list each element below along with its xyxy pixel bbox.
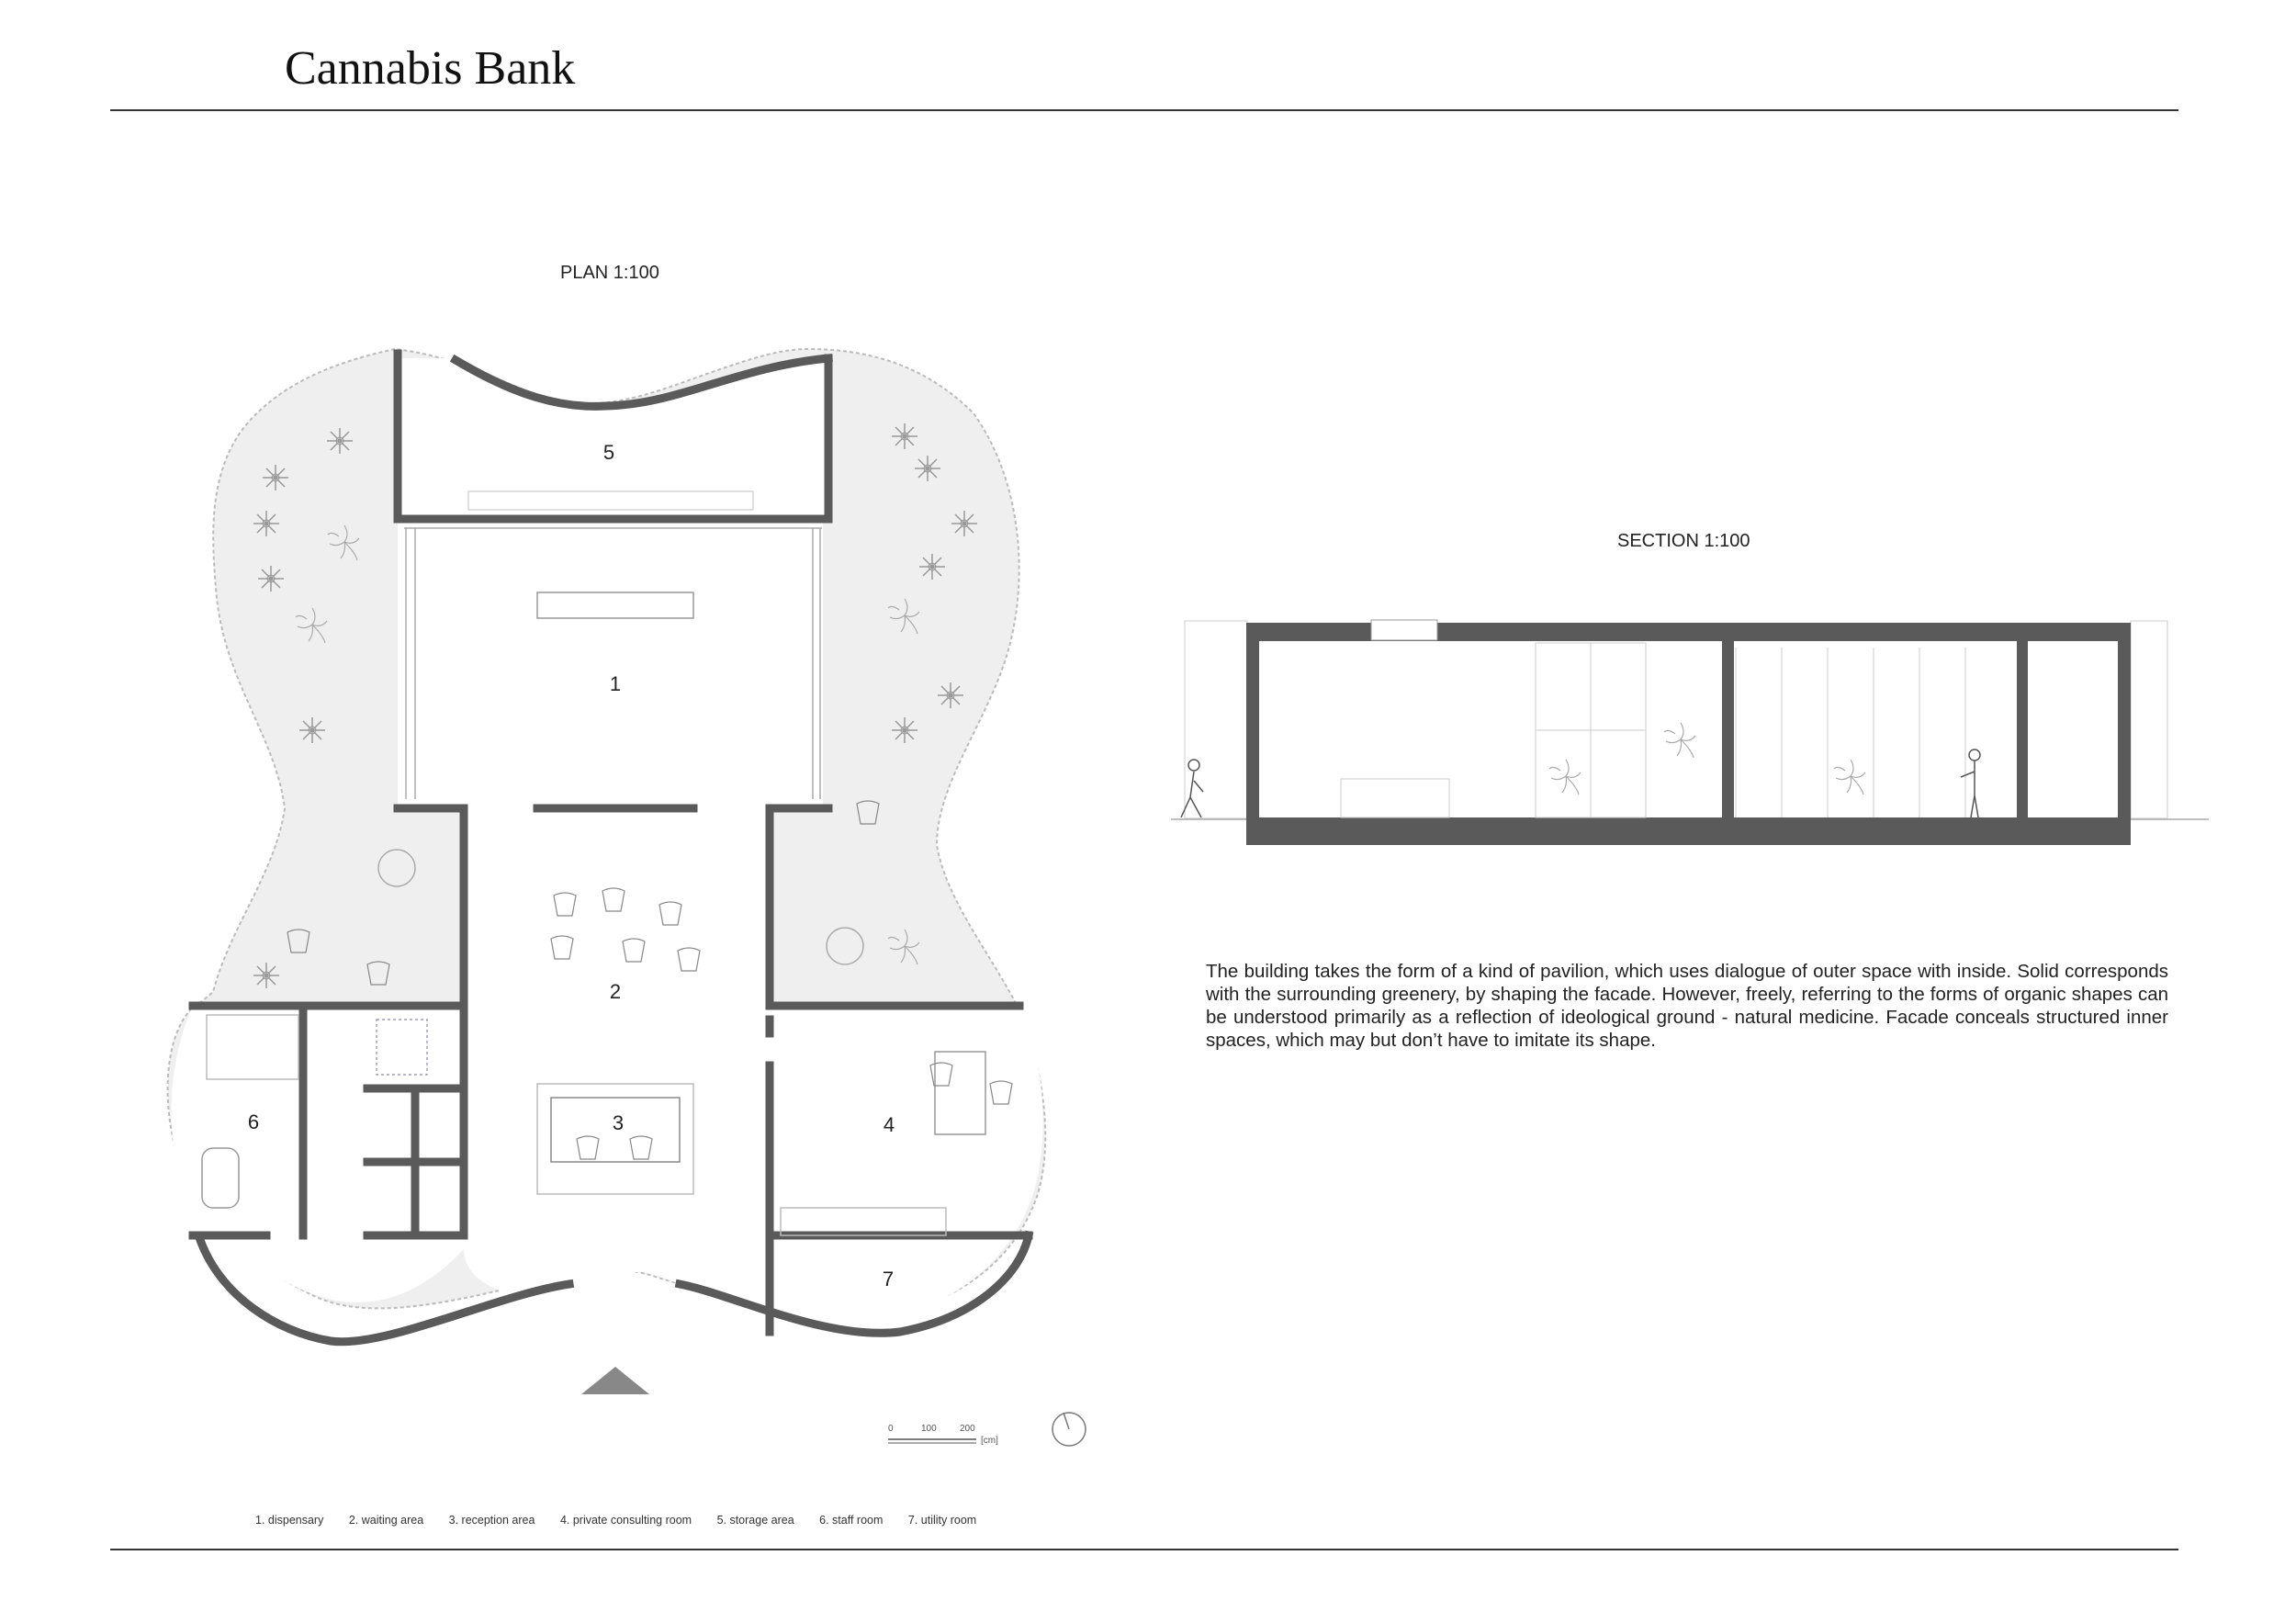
room-legend [255,1514,998,1527]
legend-item: 2. waiting area [348,1514,424,1527]
section-drawing [1171,620,2209,845]
scale-tick: 100 [921,1424,937,1434]
mesh-facade-left [1185,621,1247,818]
room-label: 3 [612,1111,625,1134]
room-label: 6 [247,1110,260,1133]
room-label: 2 [609,980,622,1003]
plan-heading: PLAN 1:100 [560,263,659,283]
person-figure [1181,750,1980,817]
legend-item: 4. private consulting room [559,1514,692,1527]
floor-plan [168,349,1086,1446]
legend-item: 5. storage area [716,1514,794,1527]
scale-bar [888,1424,998,1446]
room-6-floor [172,1006,464,1302]
page-title: Cannabis Bank [285,42,576,95]
room-label: 5 [602,441,615,464]
mesh-facade-right [2131,621,2167,818]
room-label: 4 [883,1113,895,1136]
entrance-arrow [581,1367,649,1394]
room-5-floor [398,358,828,519]
legend-item: 7. utility room [907,1514,977,1527]
room-label: 1 [609,672,622,695]
room-3-floor [464,1001,770,1313]
scale-tick: 200 [960,1424,975,1434]
legend-item: 1. dispensary [255,1514,324,1527]
project-description: The building takes the form of a kind of pavilion, which uses dialogue of outer space with inside. Solid corresponds with the surrounding greenery, by shaping the facade. However, freely, referring to the forms of organic shapes can be understood primarily as a reflection of ideological ground - natural medicine. Facade conceals structured inner spaces, which may but don’t have to imitate its shape. [1206,961,2168,1051]
scale-unit: [cm] [981,1436,998,1446]
room-1-floor [398,519,823,808]
legend-item: 3. reception area [448,1514,535,1527]
room-2-floor [464,808,770,1001]
north-arrow-icon [1052,1413,1086,1446]
legend-item: 6. staff room [819,1514,884,1527]
section-heading: SECTION 1:100 [1617,531,1750,551]
room-label: 7 [882,1268,895,1291]
scale-tick: 0 [888,1424,894,1434]
